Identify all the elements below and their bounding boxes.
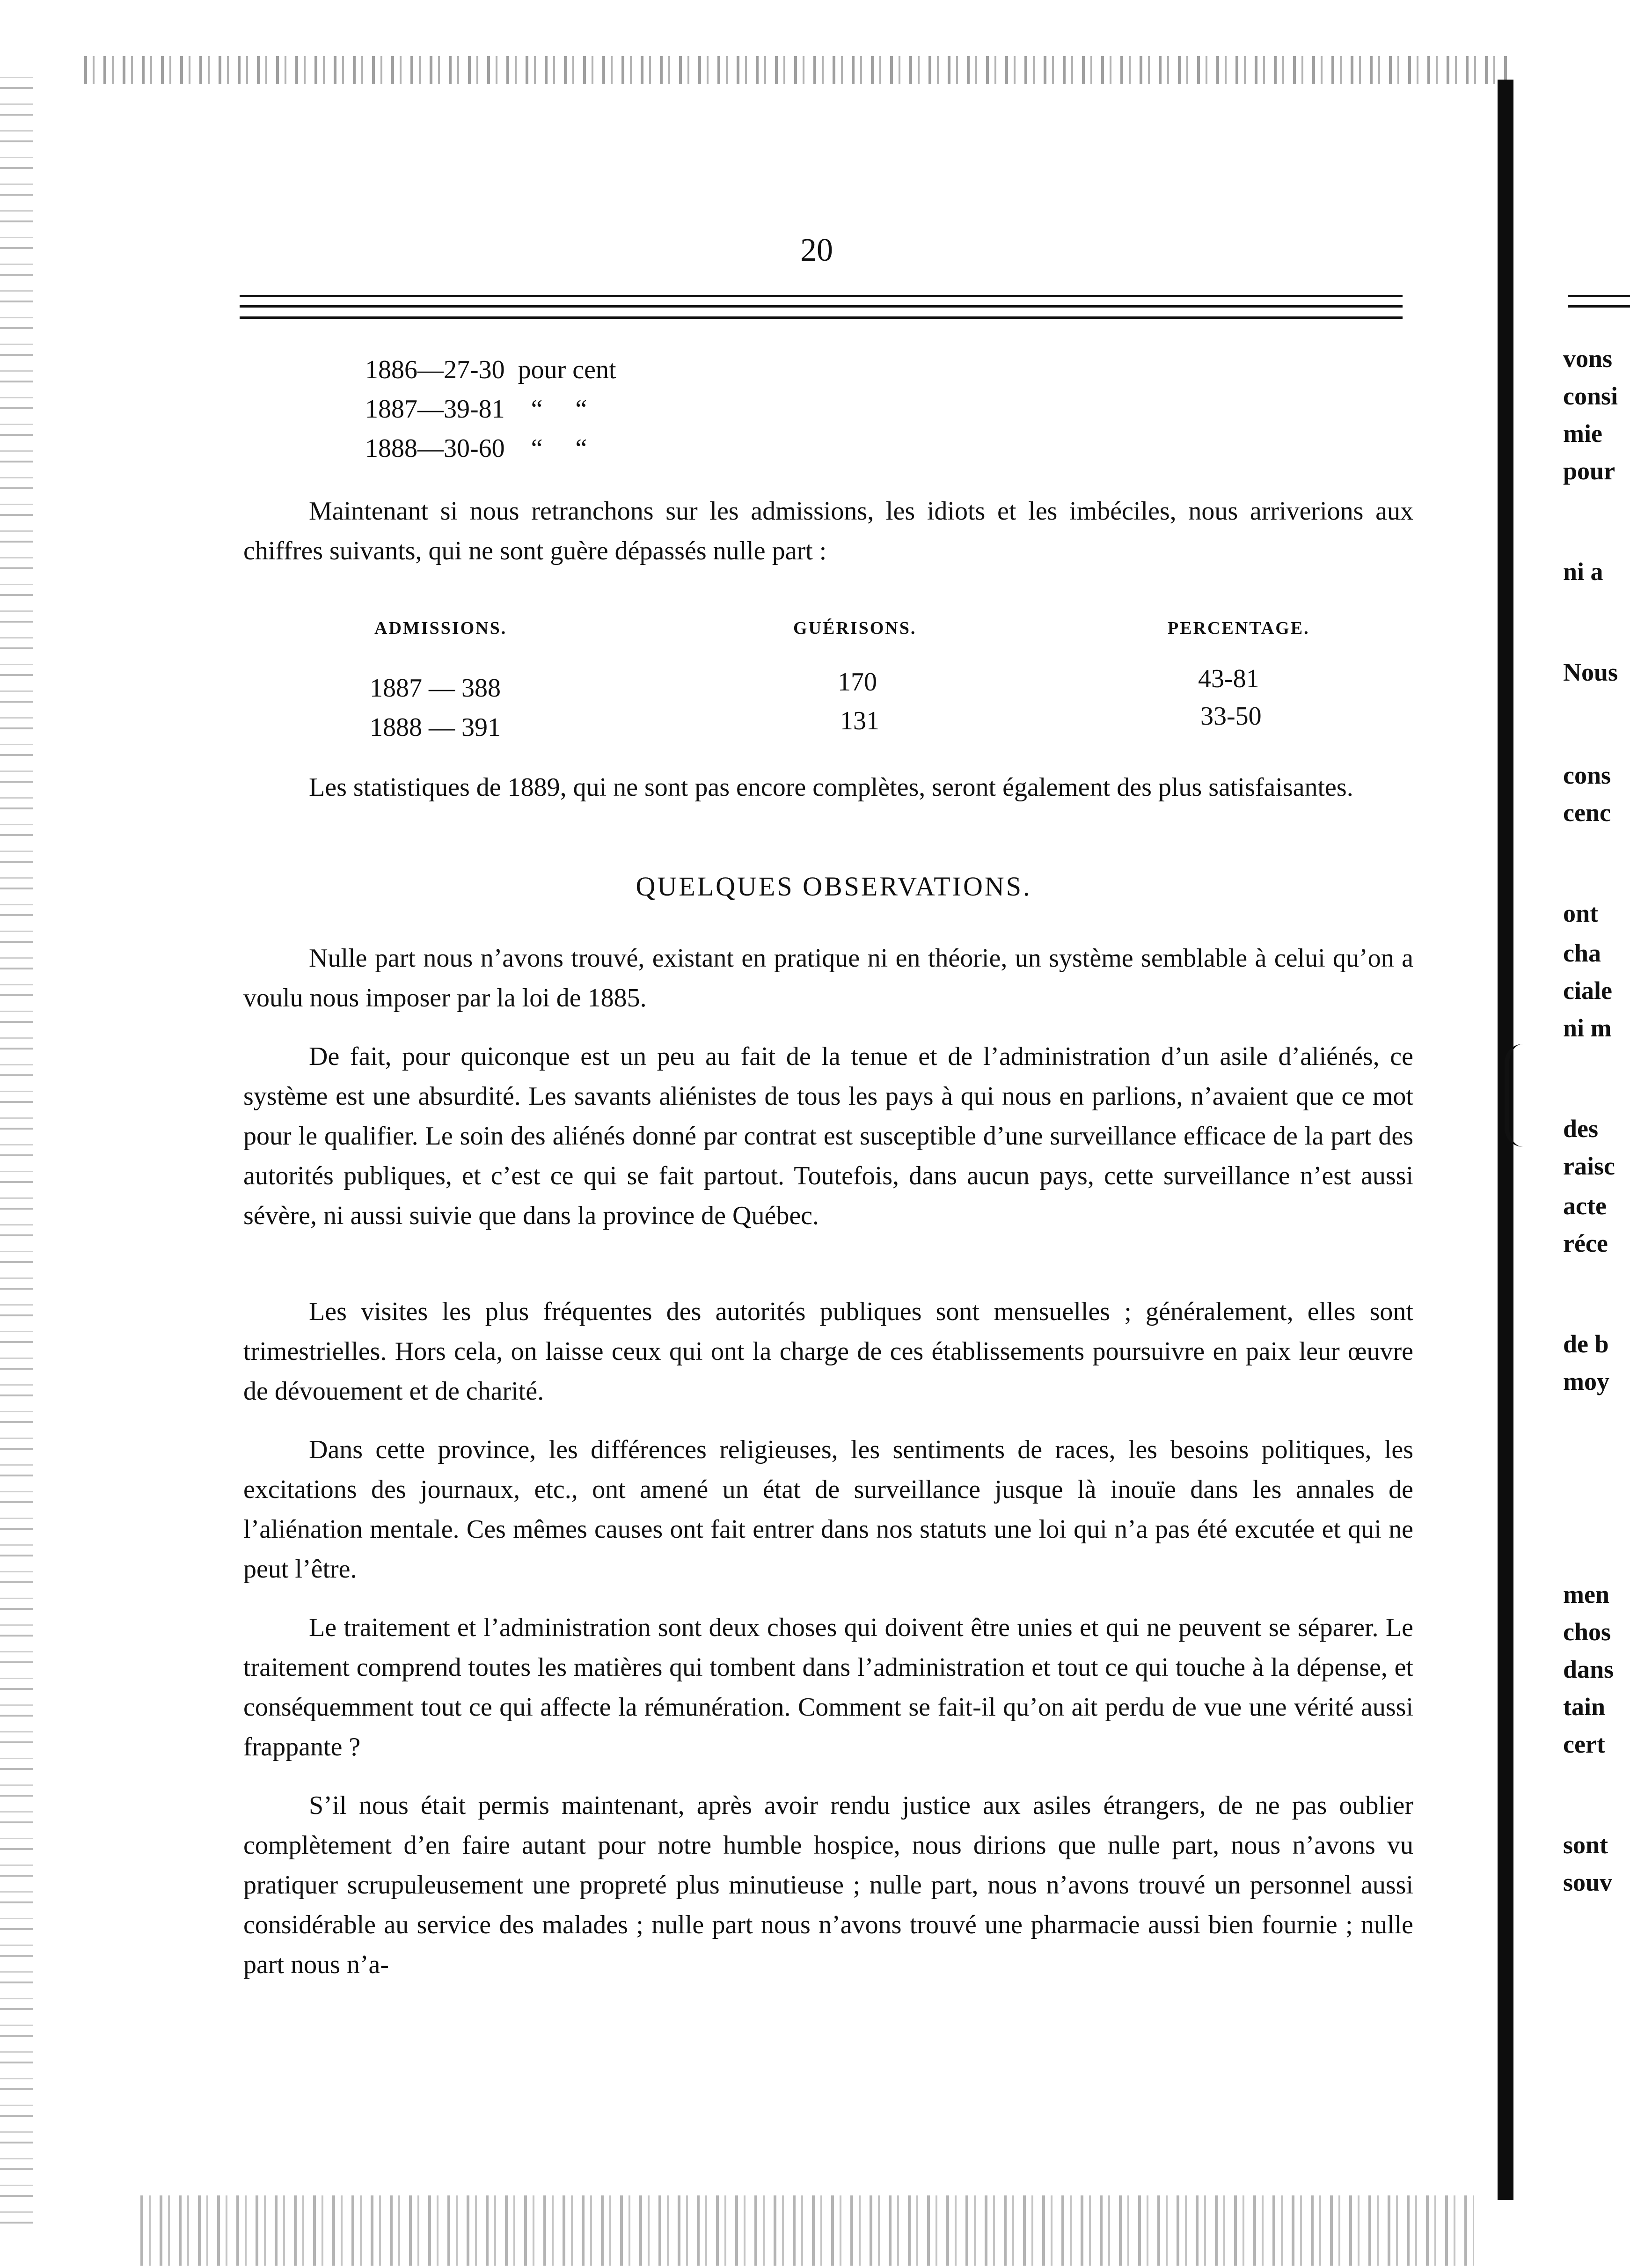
adjacent-page-fragment: des bbox=[1563, 1115, 1599, 1143]
page-number: 20 bbox=[800, 232, 833, 268]
table-cell: 1888 — 391 bbox=[370, 713, 501, 742]
header-rule bbox=[240, 316, 1403, 319]
adjacent-page-fragment: mie bbox=[1563, 419, 1602, 448]
table-cell: 131 bbox=[840, 706, 879, 735]
adjacent-page-fragment: ciale bbox=[1563, 976, 1612, 1005]
adjacent-page-fragment: consi bbox=[1563, 382, 1618, 410]
adjacent-page-fragment: ni a bbox=[1563, 558, 1603, 586]
adjacent-page-fragment: souv bbox=[1563, 1868, 1613, 1896]
paragraph-visites: Les visites les plus fréquentes des autorités publiques sont mensuelles ; généralement, elles sont trimestrielles. Hors cela, on laisse ceux qui ont la charge de ces établissements poursuivre en paix leur œuvre de dévouement et de charité. bbox=[243, 1297, 1413, 1406]
adjacent-page-fragment: cert bbox=[1563, 1730, 1605, 1758]
adjacent-page-fragment: cenc bbox=[1563, 799, 1611, 827]
section-heading: QUELQUES OBSERVATIONS. bbox=[636, 871, 1032, 902]
adjacent-page-fragment: moy bbox=[1563, 1367, 1609, 1395]
table-cell: 1887 — 388 bbox=[370, 674, 501, 703]
adjacent-page-fragment: ni m bbox=[1563, 1014, 1612, 1042]
adjacent-page-fragment: de b bbox=[1563, 1330, 1609, 1358]
adjacent-page-rule bbox=[1568, 305, 1630, 308]
adjacent-page-fragment: men bbox=[1563, 1580, 1609, 1608]
adjacent-page-fragment: Nous bbox=[1563, 658, 1618, 686]
paragraph-nulle-part: Nulle part nous n’avons trouvé, existant en pratique ni en théorie, un système semblable à celui qu’on a voulu nous imposer par la loi de 1885. bbox=[243, 944, 1413, 1013]
header-rule bbox=[240, 305, 1403, 308]
adjacent-page-fragment: ont bbox=[1563, 899, 1599, 927]
adjacent-page-fragment: réce bbox=[1563, 1229, 1608, 1257]
adjacent-page-fragment: cha bbox=[1563, 939, 1601, 967]
adjacent-page-fragment: sont bbox=[1563, 1831, 1608, 1859]
table-header-guerisons: GUÉRISONS. bbox=[793, 618, 917, 638]
paragraph-de-fait: De fait, pour quiconque est un peu au fait de la tenue et de l’administration d’un asile d’aliénés, ce système est une absurdité. Les savants aliénistes de tous les pays à qui nous en parlions, n’avaient que ce mot pour le qualifier. Le soin des aliénés donné par contrat est susceptible d’une surveillance efficace de la part des autorités publiques, et c’est ce qui se fait partout. Toutefois, dans aucun pays, cette surveillance n’est aussi sévère, ni aussi suivie que dans la province de Québec. bbox=[243, 1042, 1413, 1230]
table-cell: 170 bbox=[838, 668, 877, 697]
adjacent-page-fragment: tain bbox=[1563, 1693, 1606, 1721]
paragraph-province: Dans cette province, les différences religieuses, les sentiments de races, les besoins politiques, les excitations des journaux, etc., ont amené un état de surveillance jusque là inouïe dans les annales de l’aliénation mentale. Ces mêmes causes ont fait entrer dans nos statuts une loi qui n’a pas été excutée et qui ne peut l’être. bbox=[243, 1435, 1413, 1584]
adjacent-page-fragment: chos bbox=[1563, 1618, 1611, 1646]
binding-clip bbox=[1505, 1044, 1542, 1147]
paragraph-statistics-1889: Les statistiques de 1889, qui ne sont pas encore complètes, seront également des plus satisfaisantes. bbox=[309, 773, 1353, 802]
paragraph-intro: Maintenant si nous retranchons sur les admissions, les idiots et les imbéciles, nous arriverions aux chiffres suivants, qui ne sont guère dépassés nulle part : bbox=[243, 497, 1413, 565]
adjacent-page-fragment: raisc bbox=[1563, 1152, 1615, 1180]
stat-line-1886: 1886—27-30 pour cent bbox=[365, 355, 616, 384]
paragraph-conclusion: S’il nous était permis maintenant, après avoir rendu justice aux asiles étrangers, de ne pas oublier complètement d’en faire autant pour notre humble hospice, nous dirions que nulle part, nous n’avons vu pratiquer scrupuleusement une propreté plus minutieuse ; nulle part, nous n’avons trouvé un personnel aussi considérable au service des malades ; nulle part nous n’avons trouvé une pharmacie aussi bien fournie ; nulle part nous n’a- bbox=[243, 1791, 1413, 1979]
header-rule bbox=[240, 295, 1403, 297]
adjacent-page-fragment: vons bbox=[1563, 345, 1613, 373]
adjacent-page-fragment: pour bbox=[1563, 457, 1615, 485]
adjacent-page-fragment: dans bbox=[1563, 1655, 1614, 1683]
scan-noise-top bbox=[84, 56, 1512, 84]
scan-noise-left bbox=[0, 70, 33, 2224]
adjacent-page-fragment: cons bbox=[1563, 761, 1611, 789]
table-cell: 33-50 bbox=[1200, 702, 1262, 731]
table-header-admissions: ADMISSIONS. bbox=[374, 618, 507, 638]
scan-noise-bottom bbox=[140, 2195, 1474, 2266]
adjacent-page-fragment: acte bbox=[1563, 1192, 1607, 1220]
paragraph-traitement: Le traitement et l’administration sont deux choses qui doivent être unies et qui ne peuvent se séparer. Le traitement comprend toutes les matières qui tombent dans l’administration et tout ce qui touche à la dépense, et conséquemment tout ce qui affecte la rémunération. Comment se fait-il qu’on ait perdu de vue une vérité aussi frappante ? bbox=[243, 1613, 1413, 1762]
table-cell: 43-81 bbox=[1198, 664, 1259, 693]
stat-line-1888: 1888—30-60 “ “ bbox=[365, 434, 587, 463]
table-header-percentage: PERCENTAGE. bbox=[1168, 618, 1310, 638]
stat-line-1887: 1887—39-81 “ “ bbox=[365, 395, 587, 424]
adjacent-page-rule bbox=[1568, 295, 1630, 297]
